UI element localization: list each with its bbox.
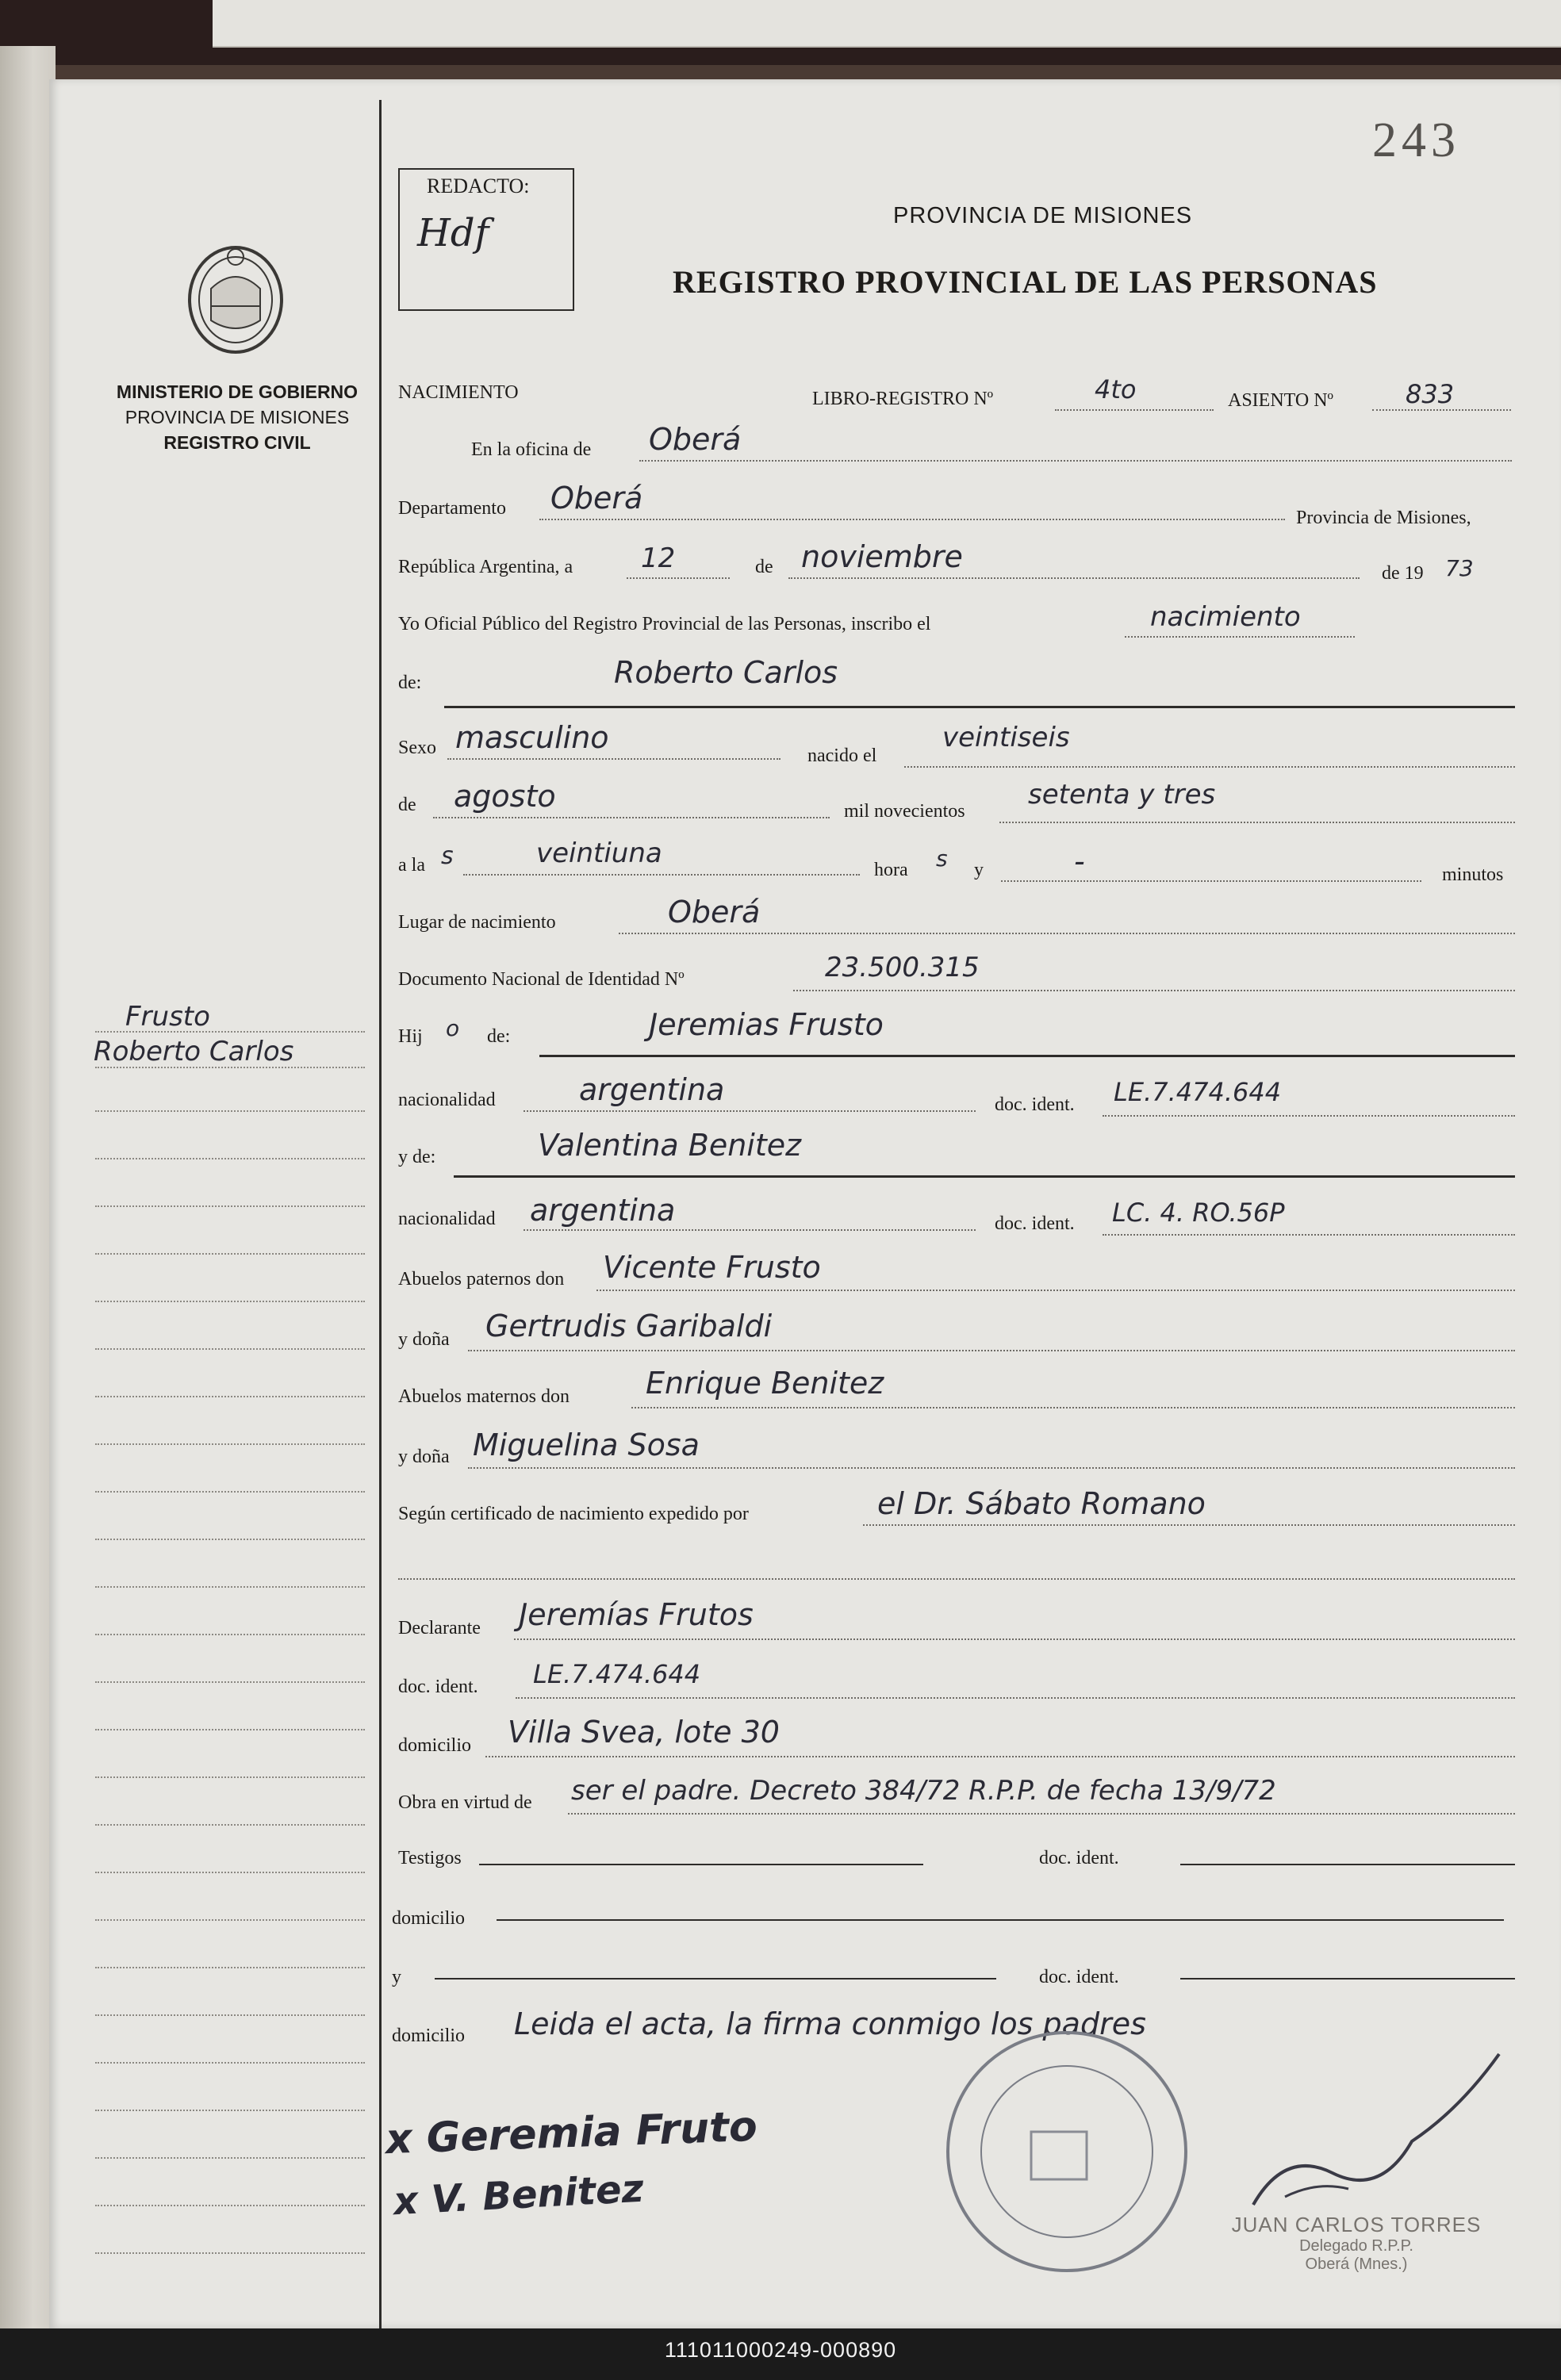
min-line — [1001, 880, 1421, 882]
nac-padre-value: argentina — [579, 1072, 725, 1107]
ab-pat-line — [596, 1290, 1515, 1291]
domicilio-2-label: domicilio — [392, 1908, 465, 1929]
nacido-line — [904, 766, 1515, 768]
departamento-label: Departamento — [398, 498, 506, 519]
ab-pat-label: Abuelos paternos don — [398, 1269, 565, 1290]
anio-value: 73 — [1445, 555, 1474, 581]
yo-oficial-text: Yo Oficial Público del Registro Provincial de las Personas, inscribo el — [398, 614, 931, 634]
y-label: y — [974, 860, 984, 880]
ab-mat-value: Enrique Benitez — [646, 1366, 884, 1401]
lugar-line — [619, 933, 1515, 934]
oficina-line — [639, 460, 1512, 462]
book-spine — [0, 46, 56, 2330]
nombre-value: Roberto Carlos — [614, 655, 838, 690]
departamento-line — [539, 519, 1285, 520]
ab-pat-dona-value: Gertrudis Garibaldi — [485, 1309, 773, 1343]
margin-rule — [95, 1586, 365, 1588]
mother-signature: x V. Benitez — [392, 2166, 645, 2225]
obra-line — [568, 1813, 1515, 1815]
margin-rule — [95, 1205, 365, 1207]
ab-mat-dona-line — [468, 1467, 1515, 1469]
margin-rule — [95, 1919, 365, 1921]
yde-label: y de: — [398, 1147, 436, 1167]
registrar-role: Delegado R.P.P. — [1299, 2237, 1413, 2255]
image-code: 111011000249-000890 — [664, 2338, 897, 2362]
ab-pat-value: Vicente Frusto — [603, 1250, 821, 1285]
mil-label: mil novecientos — [844, 801, 965, 822]
nacido-value: veintiseis — [942, 722, 1070, 753]
coat-of-arms-seal — [179, 233, 292, 360]
margin-rule — [95, 1031, 365, 1033]
declarante-label: Declarante — [398, 1618, 481, 1638]
ab-pat-dona-line — [468, 1350, 1515, 1351]
madre-underline — [454, 1175, 1515, 1178]
de-colon-label: de: — [398, 673, 422, 693]
previous-page-edge — [213, 0, 1561, 48]
registrar-signature — [1237, 2046, 1507, 2229]
ministry-block — [106, 379, 368, 455]
nacimiento-label: NACIMIENTO — [398, 382, 519, 403]
departamento-value: Oberá — [550, 481, 643, 515]
lugar-value: Oberá — [668, 895, 761, 929]
ydona-label-2: y doña — [398, 1447, 450, 1467]
nac-label: nacionalidad — [398, 1090, 496, 1110]
testigos-line — [479, 1864, 923, 1865]
inscribo-value: nacimiento — [1150, 601, 1301, 633]
margin-rule — [95, 1729, 365, 1730]
segun-line-2 — [398, 1578, 1515, 1580]
mes-nac-line — [433, 817, 830, 818]
margin-rule — [95, 2062, 365, 2064]
oficina-value: Oberá — [649, 422, 742, 457]
mes-nac-value: agosto — [454, 779, 556, 814]
asiento-label: ASIENTO Nº — [1228, 390, 1333, 411]
hora-value: veintiuna — [536, 837, 662, 869]
margin-rule — [95, 1539, 365, 1540]
obra-label: Obra en virtud de — [398, 1792, 532, 1813]
domicilio-label: domicilio — [398, 1735, 471, 1756]
registry-heading: REGISTRO PROVINCIAL DE LAS PERSONAS — [673, 264, 1378, 300]
registrar-block — [1206, 2213, 1507, 2274]
doc-test-label: doc. ident. — [1039, 1848, 1119, 1868]
margin-rule — [95, 1067, 365, 1068]
nac-padre-line — [524, 1110, 976, 1112]
official-round-stamp — [936, 2021, 1198, 2282]
margin-rule — [95, 2014, 365, 2016]
doc-decl-label: doc. ident. — [398, 1677, 478, 1697]
y2-label: y — [392, 1967, 401, 1987]
doc-madre-line — [1103, 1234, 1515, 1236]
provincia-suffix: Provincia de Misiones, — [1296, 508, 1471, 528]
declarante-value: Jeremías Frutos — [519, 1597, 754, 1632]
testigos-label: Testigos — [398, 1848, 462, 1868]
y2-line — [435, 1978, 996, 1980]
mil-line — [999, 822, 1515, 823]
doc-test2-line — [1180, 1978, 1515, 1980]
nombre-underline — [444, 706, 1515, 708]
doc-madre-value: LC. 4. RO.56P — [1112, 1198, 1285, 1228]
nac-label-2: nacionalidad — [398, 1209, 496, 1229]
anio-label: de 19 — [1382, 563, 1424, 584]
doc-decl-line — [516, 1697, 1515, 1699]
nacido-label: nacido el — [807, 745, 877, 766]
margin-rule — [95, 1110, 365, 1112]
domicilio-2-line — [497, 1919, 1504, 1921]
margin-names: Roberto Carlos — [94, 1036, 294, 1067]
domicilio-value: Villa Svea, lote 30 — [508, 1715, 780, 1750]
de-label-2: de — [398, 795, 416, 815]
margin-rule — [95, 1634, 365, 1635]
domicilio-line — [485, 1756, 1515, 1757]
mes-value: noviembre — [801, 539, 963, 574]
margin-rule — [95, 2157, 365, 2159]
domicilio-3-label: domicilio — [392, 2025, 465, 2046]
oficina-label: En la oficina de — [471, 439, 592, 460]
mil-value: setenta y tres — [1028, 779, 1216, 811]
segun-value: el Dr. Sábato Romano — [877, 1486, 1206, 1521]
dni-value: 23.500.315 — [825, 952, 980, 983]
minutos-label: minutos — [1442, 864, 1504, 885]
sexo-value: masculino — [455, 720, 609, 755]
horas-s: s — [936, 845, 948, 872]
leida-value: Leida el acta, la firma conmigo los padres — [514, 2006, 1146, 2041]
ministry-province: PROVINCIA DE MISIONES — [125, 407, 350, 427]
dni-line — [793, 990, 1515, 991]
doc-padre-line — [1103, 1115, 1515, 1117]
margin-rule — [95, 1443, 365, 1445]
hijo-o: o — [446, 1015, 460, 1041]
padre-underline — [539, 1055, 1515, 1057]
margin-rule — [95, 1491, 365, 1493]
margin-rule — [95, 1967, 365, 1968]
declarante-line — [514, 1638, 1515, 1640]
civil-registry: REGISTRO CIVIL — [163, 432, 311, 453]
margin-rule — [95, 1253, 365, 1255]
ab-mat-label: Abuelos maternos don — [398, 1386, 570, 1407]
doc-test2-label: doc. ident. — [1039, 1967, 1119, 1987]
nac-madre-value: argentina — [530, 1193, 676, 1228]
alas-label: a la — [398, 855, 425, 876]
ministry-name: MINISTERIO DE GOBIERNO — [116, 381, 359, 402]
margin-rule — [95, 1681, 365, 1683]
doc-test-line — [1180, 1864, 1515, 1865]
nac-madre-line — [524, 1229, 976, 1231]
father-signature: x Geremia Fruto — [385, 2102, 758, 2164]
redacto-label: REDACTO: — [427, 174, 530, 197]
margin-rule — [95, 2110, 365, 2111]
libro-line — [1055, 409, 1214, 411]
registrar-name: JUAN CARLOS TORRES — [1231, 2213, 1482, 2236]
margin-rule — [95, 1776, 365, 1778]
doc-decl-value: LE.7.474.644 — [533, 1659, 701, 1689]
asiento-line — [1372, 409, 1511, 411]
province-heading: PROVINCIA DE MISIONES — [893, 203, 1193, 228]
libro-label: LIBRO-REGISTRO Nº — [812, 389, 994, 409]
margin-rule — [95, 2205, 365, 2206]
horas-label: hora — [874, 860, 908, 880]
margin-rule — [95, 1396, 365, 1397]
mes-line — [788, 577, 1360, 579]
margin-surname: Frusto — [125, 1001, 210, 1033]
doc-label-2: doc. ident. — [995, 1213, 1075, 1234]
madre-value: Valentina Benitez — [538, 1128, 802, 1163]
lugar-label: Lugar de nacimiento — [398, 912, 556, 933]
margin-rule — [95, 1301, 365, 1302]
ydona-label: y doña — [398, 1329, 450, 1350]
dia-line — [627, 577, 730, 579]
redacto-initials: Hdf — [417, 211, 489, 255]
doc-label: doc. ident. — [995, 1094, 1075, 1115]
page-number: 243 — [1372, 113, 1460, 167]
sexo-line — [447, 758, 780, 760]
dia-value: 12 — [641, 542, 676, 574]
margin-rule — [95, 1158, 365, 1159]
hijo-label: Hij — [398, 1026, 423, 1047]
margin-rule — [95, 1348, 365, 1350]
min-value: - — [1074, 844, 1085, 879]
alas-s: s — [441, 842, 454, 870]
sexo-label: Sexo — [398, 738, 436, 758]
margin-rule — [95, 2252, 365, 2254]
hijo-de-label: de: — [487, 1026, 511, 1047]
margin-rule — [95, 1824, 365, 1826]
padre-value: Jeremias Frusto — [649, 1007, 884, 1042]
doc-padre-value: LE.7.474.644 — [1114, 1077, 1282, 1107]
republica-label: República Argentina, a — [398, 557, 573, 577]
asiento-value: 833 — [1406, 379, 1455, 409]
obra-value: ser el padre. Decreto 384/72 R.P.P. de fecha 13/9/72 — [571, 1775, 1276, 1807]
hora-line — [463, 874, 860, 876]
libro-value: 4to — [1095, 374, 1137, 404]
de-label: de — [755, 557, 773, 577]
redacto-box — [398, 168, 574, 311]
segun-line — [863, 1524, 1515, 1526]
margin-divider — [379, 100, 382, 2328]
margin-rule — [95, 1872, 365, 1873]
inscribo-line — [1125, 636, 1355, 638]
segun-label: Según certificado de nacimiento expedido por — [398, 1504, 749, 1524]
dni-label: Documento Nacional de Identidad Nº — [398, 969, 685, 990]
ab-mat-dona-value: Miguelina Sosa — [473, 1428, 700, 1462]
registrar-place: Oberá (Mnes.) — [1305, 2255, 1408, 2273]
ab-mat-line — [631, 1407, 1515, 1408]
